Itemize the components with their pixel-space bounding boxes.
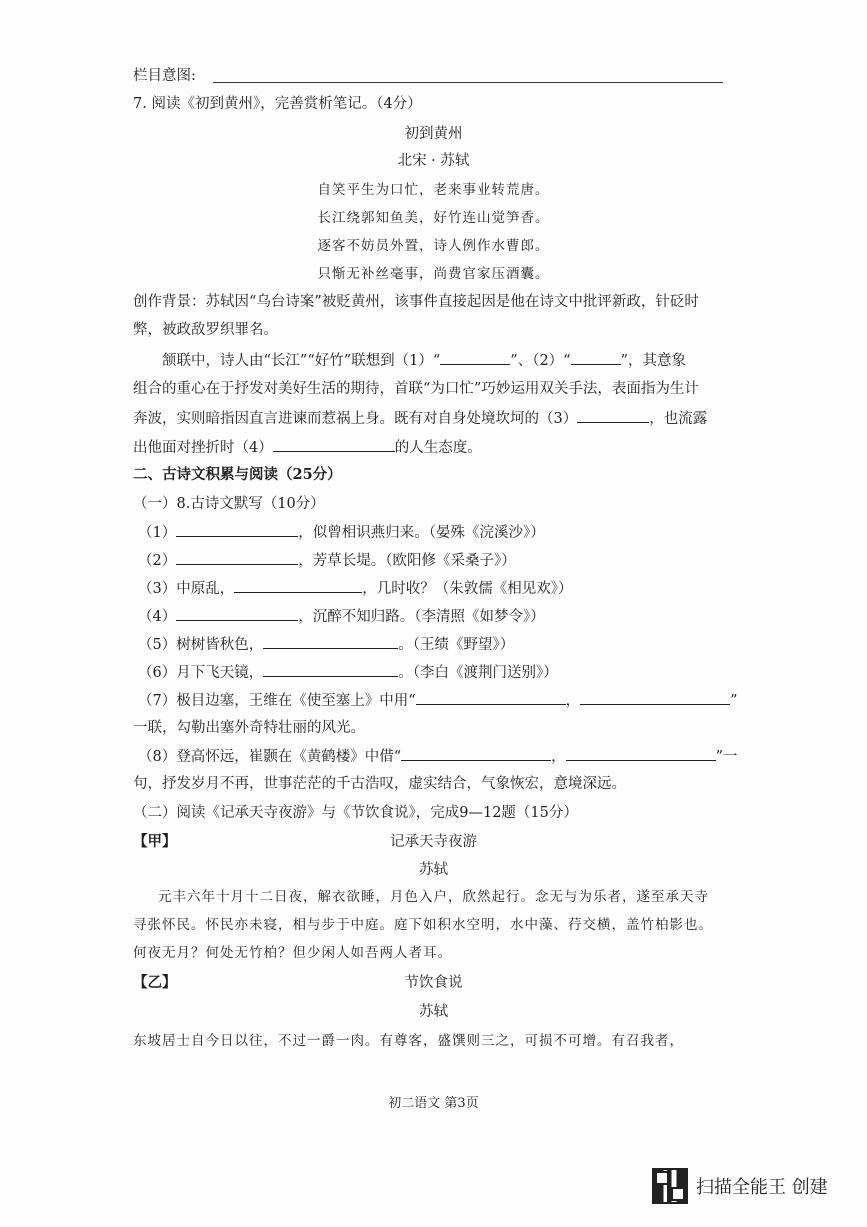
- item-text: ”: [730, 693, 738, 709]
- page-footer: 初二语文 第3页: [388, 1096, 479, 1111]
- item-text: 。（王绩《野望》）: [398, 637, 515, 653]
- item-number: （5）: [138, 637, 177, 653]
- recite-blank[interactable]: [416, 690, 566, 705]
- recite-item-cont: 一联，勾勒出塞外奇特壮丽的风光。: [133, 720, 365, 736]
- background-text: 创作背景：苏轼因“乌台诗案”被贬黄州，该事件直接起因是他在诗文中批评新政，针砭时: [133, 294, 699, 310]
- item-text: ，芳草长堤。（欧阳修《采桑子》）: [298, 553, 516, 569]
- poem-line: 自笑平生为口忙，老来事业转荒唐。: [317, 182, 550, 198]
- passage-author: 苏轼: [419, 1004, 448, 1020]
- recite-blank[interactable]: [263, 662, 398, 677]
- passage-tag: 【乙】: [133, 974, 177, 991]
- passage-line: 东坡居士自今日以往，不过一爵一肉。有尊客，盛馔则三之，可损不可增。有召我者，: [133, 1033, 684, 1049]
- item-text: （7）极目边塞，王维在《使至塞上》中用“: [138, 693, 416, 709]
- recite-item-cont: 句，抒发岁月不再，世事茫茫的千古浩叹，虚实结合，气象恢宏，意境深远。: [133, 776, 626, 792]
- item-text: ，几时收？（朱敦儒《相见欢》）: [362, 581, 573, 597]
- recite-blank[interactable]: [176, 550, 298, 565]
- poem-title: 初到黄州: [404, 126, 463, 142]
- item-text: ，沉醉不知归路。（李清照《如梦令》）: [298, 609, 545, 625]
- item-text: 树树皆秋色，: [176, 637, 264, 653]
- poem-author: 北宋 · 苏轼: [397, 153, 470, 169]
- item-text: （8）登高怀远，崔颢在《黄鹤楼》中借“: [138, 749, 402, 765]
- recite-blank[interactable]: [263, 634, 398, 649]
- item-number: （1）: [138, 525, 177, 541]
- answer-blank-2[interactable]: [571, 350, 621, 365]
- note-text: 的人生态度。: [394, 440, 482, 456]
- note-line: [133, 437, 482, 458]
- passage-author: 苏轼: [419, 862, 448, 878]
- item-number: （4）: [138, 609, 177, 625]
- item-text: ，似曾相识燕归来。（晏殊《浣溪沙》）: [298, 525, 545, 541]
- item-text: ，: [565, 693, 581, 709]
- recite-item: [138, 522, 545, 543]
- item-text: 月下飞天镜，: [176, 665, 264, 681]
- recite-blank[interactable]: [580, 690, 730, 705]
- note-text: 颔联中，诗人由“长江”“好竹”联想到（1）“: [162, 353, 441, 369]
- note-text: 出他面对挫折时（4）: [133, 440, 273, 456]
- item-text: 中原乱，: [176, 581, 235, 597]
- passage-line: 何夜无月？何处无竹柏？但少闲人如吾两人者耳。: [133, 945, 452, 961]
- recite-item: [138, 662, 558, 683]
- recite-blank[interactable]: [176, 522, 298, 537]
- note-line: [133, 408, 707, 429]
- item-number: （3）: [138, 581, 177, 597]
- item-text: ，: [551, 749, 566, 765]
- recite-blank[interactable]: [234, 578, 362, 593]
- passage-tag: 【甲】: [133, 833, 177, 850]
- note-text: ”，其意象: [620, 353, 687, 369]
- note-text: ，也流露: [649, 411, 708, 427]
- answer-blank-4[interactable]: [273, 437, 395, 452]
- header-label: 栏目意图:: [133, 68, 196, 84]
- recite-blank[interactable]: [176, 606, 298, 621]
- item-number: （2）: [138, 553, 177, 569]
- note-line: [162, 350, 686, 371]
- item-number: （6）: [138, 665, 177, 681]
- answer-blank-1[interactable]: [440, 350, 510, 365]
- q7-prompt: 7. 阅读《初到黄州》，完善赏析笔记。（4分）: [133, 96, 422, 112]
- recite-item: [138, 606, 545, 627]
- scanner-watermark: [652, 1168, 828, 1204]
- recite-blank[interactable]: [566, 746, 716, 761]
- recite-item: [138, 550, 516, 571]
- note-line: 组合的重心在于抒发对美好生活的期待，首联“为口忙”巧妙运用双关手法，表面指为生计: [133, 381, 699, 397]
- recite-item: [138, 578, 572, 599]
- recite-item: [138, 746, 738, 767]
- subsection-heading: （一）8.古诗文默写（10分）: [133, 496, 325, 512]
- poem-line: 长江绕郭知鱼美，好竹连山觉笋香。: [317, 210, 550, 226]
- watermark-text: 扫描全能王 创建: [696, 1177, 828, 1198]
- subsection-heading: （二）阅读《记承天寺夜游》与《节饮食说》，完成9—12题（15分）: [133, 805, 578, 821]
- recite-item: [138, 690, 738, 711]
- poem-line: 逐客不妨员外置，诗人例作水曹郎。: [317, 238, 550, 254]
- recite-blank[interactable]: [401, 746, 551, 761]
- note-text: ”、（2）“: [510, 353, 571, 369]
- passage-title: 节饮食说: [404, 975, 463, 991]
- poem-line: 只惭无补丝毫事，尚费官家压酒囊。: [317, 266, 550, 282]
- item-text: ”一: [715, 749, 738, 765]
- answer-blank-3[interactable]: [577, 408, 649, 423]
- passage-line: 寻张怀民。怀民亦未寝，相与步于中庭。庭下如积水空明，水中藻、荇交横，盖竹柏影也。: [133, 917, 713, 933]
- qr-code-icon: [652, 1168, 688, 1204]
- item-text: 。（李白《渡荆门送别》）: [398, 665, 558, 681]
- note-text: 奔波，实则暗指因直言进谏而惹祸上身。既有对自身处境坎坷的（3）: [133, 411, 578, 427]
- background-text: 弊，被政敌罗织罪名。: [133, 322, 278, 338]
- passage-line: 元丰六年十月十二日夜，解衣欲睡，月色入户，欣然起行。念无与为乐者，遂至承天寺: [158, 889, 709, 905]
- header-blank-line: [213, 82, 723, 83]
- passage-title: 记承天寺夜游: [390, 834, 477, 850]
- section-heading: 二、古诗文积累与阅读（25分）: [133, 466, 342, 483]
- recite-item: [138, 634, 514, 655]
